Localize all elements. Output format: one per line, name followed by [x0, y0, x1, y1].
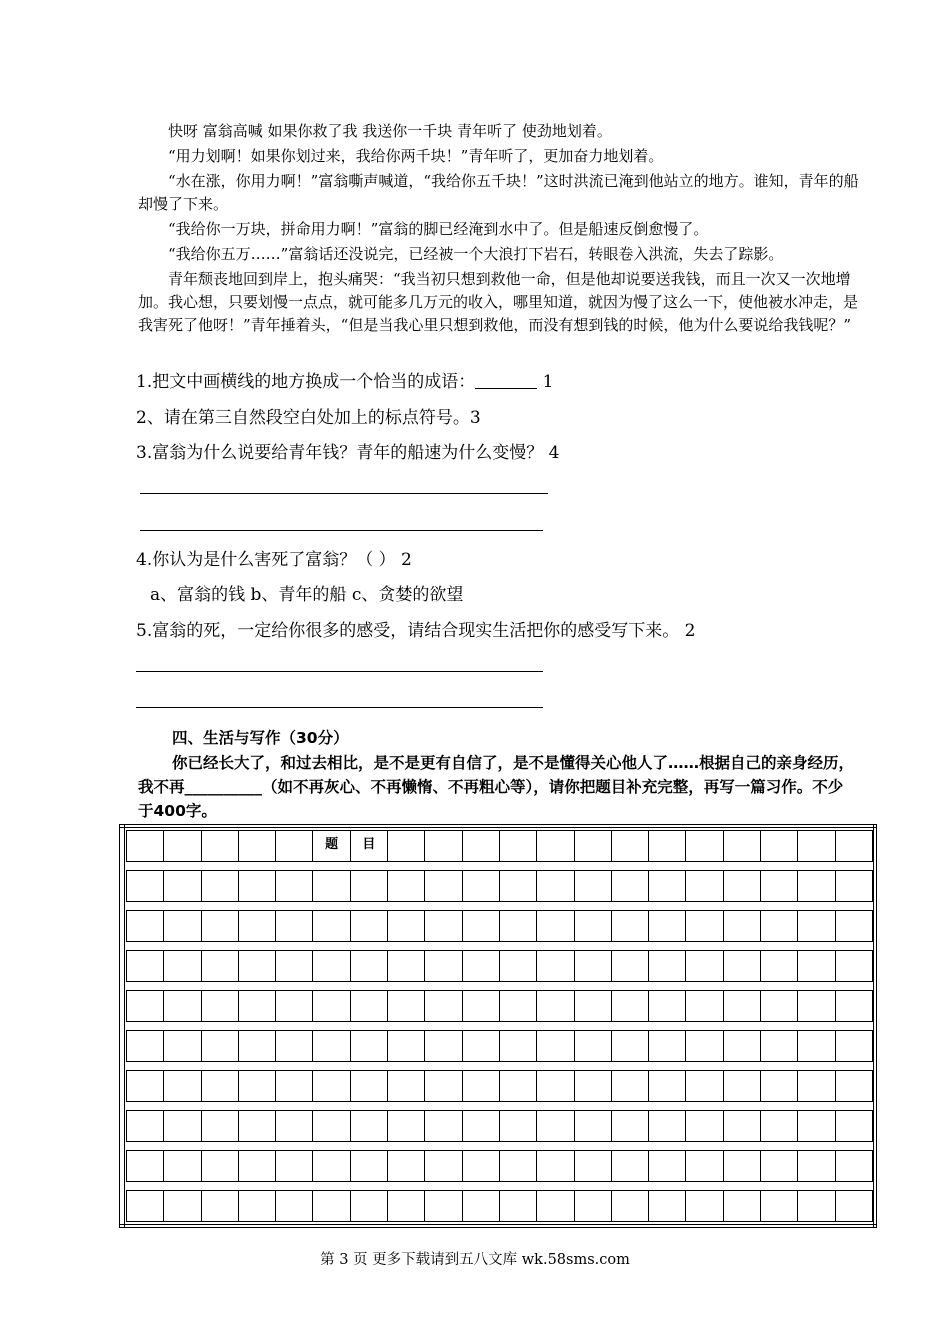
grid-cell[interactable] [685, 950, 723, 982]
grid-cell[interactable] [499, 990, 537, 1022]
title-char-cell[interactable]: 目 [350, 830, 388, 862]
grid-cell[interactable] [275, 1150, 313, 1182]
grid-cell[interactable] [275, 1030, 313, 1062]
question-1-score: 1 [542, 372, 554, 392]
passage-paragraph-5: “我给你五万……”富翁话还没说完，已经被一个大浪打下岩石，转眼卷入洪流，失去了踪影。 [168, 245, 784, 263]
grid-cell[interactable] [499, 830, 537, 862]
grid-cell[interactable] [648, 1150, 686, 1182]
grid-cell[interactable] [238, 990, 276, 1022]
grid-cell[interactable] [797, 870, 835, 902]
grid-cell[interactable] [574, 830, 612, 862]
grid-cell[interactable] [536, 830, 574, 862]
grid-cell[interactable] [685, 1070, 723, 1102]
grid-row [127, 1110, 873, 1142]
grid-cell[interactable] [685, 830, 723, 862]
grid-cell[interactable] [462, 870, 500, 902]
grid-cell[interactable] [685, 870, 723, 902]
grid-cell[interactable] [835, 1150, 873, 1182]
grid-cell[interactable] [350, 910, 388, 942]
grid-cell[interactable] [238, 1150, 276, 1182]
grid-cell[interactable] [536, 1190, 574, 1222]
grid-border [119, 1224, 877, 1228]
grid-cell[interactable] [126, 1150, 164, 1182]
grid-cell[interactable] [387, 1110, 425, 1142]
grid-cell[interactable] [648, 910, 686, 942]
grid-cell[interactable] [163, 1030, 201, 1062]
grid-cell[interactable] [350, 990, 388, 1022]
grid-cell[interactable] [126, 1110, 164, 1142]
grid-cell[interactable] [238, 1030, 276, 1062]
grid-cell[interactable] [387, 910, 425, 942]
grid-cell[interactable] [611, 1030, 649, 1062]
grid-cell[interactable] [163, 1150, 201, 1182]
grid-cell[interactable] [611, 990, 649, 1022]
grid-cell[interactable] [611, 910, 649, 942]
question-3: 3.富翁为什么说要给青年钱？青年的船速为什么变慢？ 4 [136, 443, 560, 463]
grid-cell[interactable] [350, 1030, 388, 1062]
grid-cell[interactable] [723, 870, 761, 902]
grid-cell[interactable] [238, 950, 276, 982]
grid-cell[interactable] [499, 1070, 537, 1102]
grid-cell[interactable] [387, 1030, 425, 1062]
grid-cell[interactable] [797, 1110, 835, 1142]
grid-cell[interactable] [201, 910, 239, 942]
question-1-text: 1.把文中画横线的地方换成一个恰当的成语： [136, 372, 476, 392]
grid-cell[interactable] [499, 1190, 537, 1222]
grid-cell[interactable] [201, 1070, 239, 1102]
grid-cell[interactable] [350, 1110, 388, 1142]
grid-cell[interactable] [424, 1030, 462, 1062]
grid-cell[interactable] [462, 1110, 500, 1142]
grid-cell[interactable] [275, 1110, 313, 1142]
grid-row [127, 870, 873, 902]
passage-paragraph-3: “水在涨，你用力啊！”富翁嘶声喊道，“我给你五千块！”这时洪流已淹到他站立的地方。谁知，青年的船却慢了下来。 [138, 172, 859, 213]
grid-cell[interactable] [574, 950, 612, 982]
grid-cell[interactable] [835, 870, 873, 902]
grid-cell[interactable] [685, 910, 723, 942]
grid-cell[interactable] [499, 1150, 537, 1182]
grid-cell[interactable] [797, 950, 835, 982]
grid-cell[interactable] [574, 910, 612, 942]
grid-cell[interactable] [648, 1070, 686, 1102]
grid-cell[interactable] [350, 870, 388, 902]
grid-cell[interactable] [797, 910, 835, 942]
grid-row [127, 950, 873, 982]
grid-cell[interactable] [648, 1030, 686, 1062]
grid-cell[interactable] [238, 1070, 276, 1102]
passage-paragraph-4: “我给你一万块，拼命用力啊！”富翁的脚已经淹到水中了。但是船速反倒愈慢了。 [168, 220, 709, 238]
grid-cell[interactable] [275, 1070, 313, 1102]
grid-cell[interactable] [723, 990, 761, 1022]
grid-cell[interactable] [312, 1190, 350, 1222]
grid-cell[interactable] [462, 950, 500, 982]
grid-cell[interactable] [387, 1190, 425, 1222]
grid-cell[interactable] [163, 990, 201, 1022]
grid-cell[interactable] [126, 830, 164, 862]
grid-cell[interactable] [685, 1190, 723, 1222]
grid-cell[interactable] [574, 1150, 612, 1182]
grid-row [127, 910, 873, 942]
grid-cell[interactable] [685, 1030, 723, 1062]
grid-cell[interactable] [648, 990, 686, 1022]
grid-cell[interactable] [574, 990, 612, 1022]
grid-cell[interactable] [685, 1150, 723, 1182]
grid-row [127, 1030, 873, 1062]
grid-cell[interactable] [611, 1110, 649, 1142]
grid-cell[interactable] [201, 990, 239, 1022]
grid-cell[interactable] [424, 830, 462, 862]
grid-cell[interactable] [424, 1190, 462, 1222]
grid-cell[interactable] [760, 950, 798, 982]
grid-cell[interactable] [574, 1190, 612, 1222]
grid-cell[interactable] [312, 1030, 350, 1062]
grid-cell[interactable] [760, 1190, 798, 1222]
title-char-cell[interactable]: 题 [312, 830, 350, 862]
grid-cell[interactable] [387, 830, 425, 862]
answer-blank[interactable] [475, 370, 537, 389]
grid-cell[interactable] [797, 830, 835, 862]
question-4-options: a、富翁的钱 b、青年的船 c、贪婪的欲望 [150, 585, 464, 605]
grid-cell[interactable] [126, 1030, 164, 1062]
grid-cell[interactable] [797, 990, 835, 1022]
grid-cell[interactable] [574, 1070, 612, 1102]
grid-cell[interactable] [312, 990, 350, 1022]
grid-cell[interactable] [760, 1110, 798, 1142]
grid-row [127, 1190, 873, 1222]
grid-cell[interactable] [312, 950, 350, 982]
grid-cell[interactable] [275, 870, 313, 902]
question-5: 5.富翁的死，一定给你很多的感受，请结合现实生活把你的感受写下来。 2 [136, 621, 696, 641]
grid-cell[interactable] [835, 1030, 873, 1062]
grid-cell[interactable] [499, 870, 537, 902]
grid-cell[interactable] [275, 1190, 313, 1222]
grid-row [127, 1070, 873, 1102]
grid-cell[interactable] [350, 1070, 388, 1102]
grid-cell[interactable] [685, 1110, 723, 1142]
grid-cell[interactable] [611, 1190, 649, 1222]
passage-paragraph-2: “用力划啊！如果你划过来，我给你两千块！”青年听了，更加奋力地划着。 [168, 147, 664, 165]
grid-cell[interactable] [499, 1110, 537, 1142]
section-heading: 四、生活与写作（30分） [172, 729, 349, 747]
grid-cell[interactable] [723, 1150, 761, 1182]
grid-cell[interactable] [536, 1030, 574, 1062]
grid-cell[interactable] [201, 830, 239, 862]
grid-cell[interactable] [275, 990, 313, 1022]
passage-paragraph-1: 快呀 富翁高喊 如果你救了我 我送你一千块 青年听了 使劲地划着。 [168, 122, 612, 140]
grid-cell[interactable] [648, 830, 686, 862]
grid-cell[interactable] [723, 830, 761, 862]
grid-cell[interactable] [536, 870, 574, 902]
grid-cell[interactable] [797, 1150, 835, 1182]
grid-cell[interactable] [238, 1190, 276, 1222]
grid-row [127, 830, 873, 862]
grid-cell[interactable] [238, 830, 276, 862]
page-footer: 第 3 页 更多下载请到五八文库 wk.58sms.com [320, 1252, 630, 1268]
grid-cell[interactable] [611, 870, 649, 902]
grid-cell[interactable] [163, 1110, 201, 1142]
grid-cell[interactable] [163, 1190, 201, 1222]
grid-cell[interactable] [424, 910, 462, 942]
grid-cell[interactable] [126, 990, 164, 1022]
grid-cell[interactable] [424, 990, 462, 1022]
grid-cell[interactable] [797, 1190, 835, 1222]
grid-cell[interactable] [201, 950, 239, 982]
grid-cell[interactable] [574, 1030, 612, 1062]
grid-cell[interactable] [574, 870, 612, 902]
grid-cell[interactable] [424, 1070, 462, 1102]
writing-grid[interactable] [119, 824, 877, 1228]
grid-cell[interactable] [201, 1190, 239, 1222]
grid-cell[interactable] [462, 910, 500, 942]
grid-cell[interactable] [648, 1190, 686, 1222]
grid-cell[interactable] [126, 950, 164, 982]
grid-cell[interactable] [462, 1190, 500, 1222]
grid-cell[interactable] [835, 1110, 873, 1142]
grid-row [127, 1150, 873, 1182]
grid-cell[interactable] [536, 990, 574, 1022]
answer-line[interactable] [140, 530, 543, 531]
grid-cell[interactable] [201, 1150, 239, 1182]
grid-cell[interactable] [387, 870, 425, 902]
grid-cell[interactable] [312, 1150, 350, 1182]
grid-cell[interactable] [760, 830, 798, 862]
grid-cell[interactable] [350, 1190, 388, 1222]
grid-cell[interactable] [312, 1070, 350, 1102]
grid-cell[interactable] [424, 1150, 462, 1182]
grid-cell[interactable] [238, 910, 276, 942]
answer-line[interactable] [136, 707, 543, 708]
grid-cell[interactable] [723, 1070, 761, 1102]
grid-border [119, 824, 877, 828]
grid-cell[interactable] [424, 1110, 462, 1142]
grid-row [127, 990, 873, 1022]
grid-cell[interactable] [312, 1110, 350, 1142]
grid-cell[interactable] [387, 990, 425, 1022]
grid-cell[interactable] [163, 910, 201, 942]
grid-cell[interactable] [126, 870, 164, 902]
grid-cell[interactable] [835, 830, 873, 862]
grid-cell[interactable] [723, 1110, 761, 1142]
grid-cell[interactable] [723, 950, 761, 982]
grid-cell[interactable] [201, 870, 239, 902]
grid-cell[interactable] [462, 1070, 500, 1102]
grid-cell[interactable] [387, 1150, 425, 1182]
grid-cell[interactable] [499, 910, 537, 942]
grid-cell[interactable] [312, 910, 350, 942]
grid-cell[interactable] [611, 1070, 649, 1102]
grid-cell[interactable] [499, 950, 537, 982]
grid-cell[interactable] [201, 1030, 239, 1062]
question-2: 2、请在第三自然段空白处加上的标点符号。3 [136, 408, 481, 428]
grid-cell[interactable] [611, 950, 649, 982]
grid-cell[interactable] [760, 1070, 798, 1102]
grid-cell[interactable] [387, 1070, 425, 1102]
grid-cell[interactable] [648, 1110, 686, 1142]
question-1 [136, 370, 553, 393]
grid-cell[interactable] [760, 990, 798, 1022]
grid-cell[interactable] [462, 830, 500, 862]
grid-cell[interactable] [462, 1030, 500, 1062]
grid-cell[interactable] [685, 990, 723, 1022]
grid-cell[interactable] [723, 1030, 761, 1062]
grid-cell[interactable] [536, 950, 574, 982]
grid-cell[interactable] [723, 1190, 761, 1222]
grid-cell[interactable] [201, 1110, 239, 1142]
grid-cell[interactable] [835, 990, 873, 1022]
grid-cell[interactable] [611, 830, 649, 862]
grid-cell[interactable] [760, 910, 798, 942]
grid-cell[interactable] [275, 830, 313, 862]
grid-cell[interactable] [238, 1110, 276, 1142]
grid-cell[interactable] [275, 950, 313, 982]
grid-cell[interactable] [275, 910, 313, 942]
grid-cell[interactable] [797, 1070, 835, 1102]
grid-cell[interactable] [835, 1190, 873, 1222]
grid-cell[interactable] [462, 1150, 500, 1182]
grid-border [119, 824, 125, 1228]
grid-border [873, 824, 877, 1228]
grid-cell[interactable] [536, 1150, 574, 1182]
grid-cell[interactable] [648, 950, 686, 982]
grid-cell[interactable] [835, 950, 873, 982]
grid-cell[interactable] [536, 1110, 574, 1142]
grid-cell[interactable] [424, 870, 462, 902]
grid-cell[interactable] [723, 910, 761, 942]
grid-cell[interactable] [760, 1150, 798, 1182]
grid-cell[interactable] [126, 1070, 164, 1102]
grid-cell[interactable] [611, 1150, 649, 1182]
answer-line[interactable] [136, 671, 543, 672]
answer-line[interactable] [140, 493, 548, 494]
grid-cell[interactable] [163, 1070, 201, 1102]
grid-cell[interactable] [350, 950, 388, 982]
grid-cell[interactable] [574, 1110, 612, 1142]
grid-cell[interactable] [536, 1070, 574, 1102]
grid-cell[interactable] [797, 1030, 835, 1062]
grid-cell[interactable] [835, 1070, 873, 1102]
grid-cell[interactable] [760, 870, 798, 902]
question-4: 4.你认为是什么害死了富翁？（ ） 2 [136, 550, 412, 570]
passage-paragraph-6: 青年颓丧地回到岸上，抱头痛哭：“我当初只想到救他一命，但是他却说要送我钱，而且一次又一次地增加。我心想，只要划慢一点点，就可能多几万元的收入，哪里知道，就因为慢了这么一下，使他被水冲走，是我害死了他呀！”青年捶着头，“但是当我心里只想到救他，而没有想到钱的时候，他为什么要说给我钱呢？” [138, 270, 859, 334]
grid-cell[interactable] [536, 910, 574, 942]
grid-cell[interactable] [387, 950, 425, 982]
grid-cell[interactable] [163, 950, 201, 982]
grid-cell[interactable] [648, 870, 686, 902]
grid-cell[interactable] [424, 950, 462, 982]
grid-cell[interactable] [126, 910, 164, 942]
grid-cell[interactable] [238, 870, 276, 902]
grid-cell[interactable] [835, 910, 873, 942]
grid-cell[interactable] [163, 870, 201, 902]
grid-cell[interactable] [760, 1030, 798, 1062]
grid-cell[interactable] [312, 870, 350, 902]
grid-cell[interactable] [499, 1030, 537, 1062]
grid-cell[interactable] [462, 990, 500, 1022]
writing-prompt: 你已经长大了，和过去相比，是不是更有自信了，是不是懂得关心他人了……根据自己的亲身经历，我不再__________（如不再灰心、不再懒惰、不再粗心等），请你把题目补充完整，再写一篇习作。不少于400字。 [138, 754, 855, 820]
grid-cell[interactable] [126, 1190, 164, 1222]
grid-cell[interactable] [163, 830, 201, 862]
grid-cell[interactable] [350, 1150, 388, 1182]
